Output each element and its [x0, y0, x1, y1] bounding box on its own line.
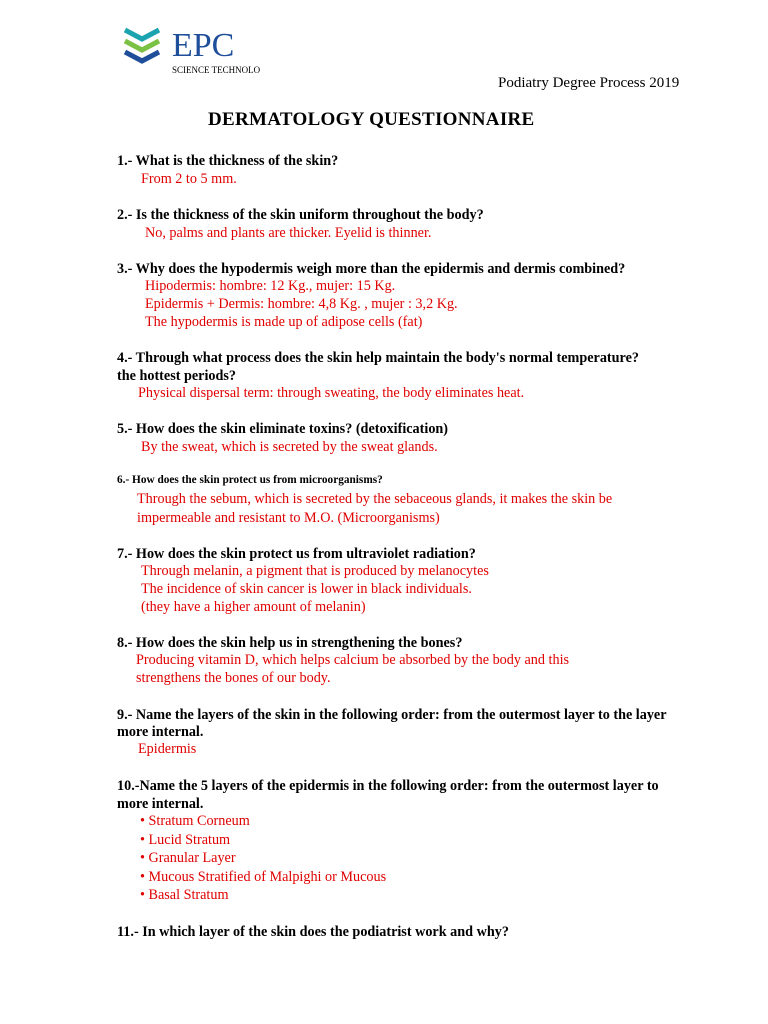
- question-4: 4.- Through what process does the skin help maintain the body's normal temperature?: [117, 350, 639, 366]
- answer-4: Physical dispersal term: through sweating, the body eliminates heat.: [138, 385, 525, 401]
- answer-6-line: impermeable and resistant to M.O. (Microorganisms): [137, 510, 440, 526]
- list-item: • Basal Stratum: [140, 886, 386, 905]
- question-9-continued: more internal.: [117, 724, 204, 740]
- list-item: • Granular Layer: [140, 849, 386, 868]
- question-10-continued: more internal.: [117, 796, 204, 812]
- question-1: 1.- What is the thickness of the skin?: [117, 153, 339, 169]
- question-11: 11.- In which layer of the skin does the podiatrist work and why?: [117, 924, 509, 940]
- answer-6-line: Through the sebum, which is secreted by the sebaceous glands, it makes the skin be: [137, 491, 613, 507]
- question-7: 7.- How does the skin protect us from ultraviolet radiation?: [117, 546, 476, 562]
- answer-3-line: The hypodermis is made up of adipose cells (fat): [145, 314, 423, 330]
- document-title: DERMATOLOGY QUESTIONNAIRE: [208, 109, 535, 130]
- answer-5: By the sweat, which is secreted by the sweat glands.: [141, 439, 438, 455]
- question-4-continued: the hottest periods?: [117, 368, 237, 384]
- question-9: 9.- Name the layers of the skin in the following order: from the outermost layer to the layer: [117, 707, 667, 723]
- answer-8-line: strengthens the bones of our body.: [136, 670, 331, 686]
- question-8: 8.- How does the skin help us in strengthening the bones?: [117, 635, 463, 651]
- answer-7-line: The incidence of skin cancer is lower in black individuals.: [141, 581, 472, 597]
- list-item: • Lucid Stratum: [140, 831, 386, 850]
- answer-7-line: (they have a higher amount of melanin): [141, 599, 366, 615]
- answer-3-line: Epidermis + Dermis: hombre: 4,8 Kg. , mujer : 3,2 Kg.: [145, 296, 458, 312]
- answer-1: From 2 to 5 mm.: [141, 171, 237, 187]
- list-item: • Mucous Stratified of Malpighi or Mucous: [140, 868, 386, 887]
- answer-8-line: Producing vitamin D, which helps calcium be absorbed by the body and this: [136, 652, 570, 668]
- answer-9: Epidermis: [138, 741, 197, 757]
- list-item: • Stratum Corneum: [140, 812, 386, 831]
- logo-subtitle: SCIENCE TECHNOLO: [172, 65, 261, 75]
- answer-3-line: Hipodermis: hombre: 12 Kg., mujer: 15 Kg.: [145, 278, 396, 294]
- epidermis-layers-list: [140, 812, 386, 905]
- logo-chevron-icon: [123, 26, 169, 72]
- logo-wordmark: EPC: [172, 27, 235, 64]
- question-10: 10.-Name the 5 layers of the epidermis in the following order: from the outermost layer to: [117, 778, 659, 794]
- process-header: Podiatry Degree Process 2019: [498, 75, 680, 91]
- question-3: 3.- Why does the hypodermis weigh more than the epidermis and dermis combined?: [117, 261, 626, 277]
- question-6: 6.- How does the skin protect us from microorganisms?: [117, 474, 383, 486]
- epc-logo: [123, 26, 268, 76]
- answer-2: No, palms and plants are thicker. Eyelid is thinner.: [145, 225, 432, 241]
- answer-7-line: Through melanin, a pigment that is produced by melanocytes: [141, 563, 489, 579]
- question-5: 5.- How does the skin eliminate toxins? (detoxification): [117, 421, 449, 437]
- question-2: 2.- Is the thickness of the skin uniform throughout the body?: [117, 207, 484, 223]
